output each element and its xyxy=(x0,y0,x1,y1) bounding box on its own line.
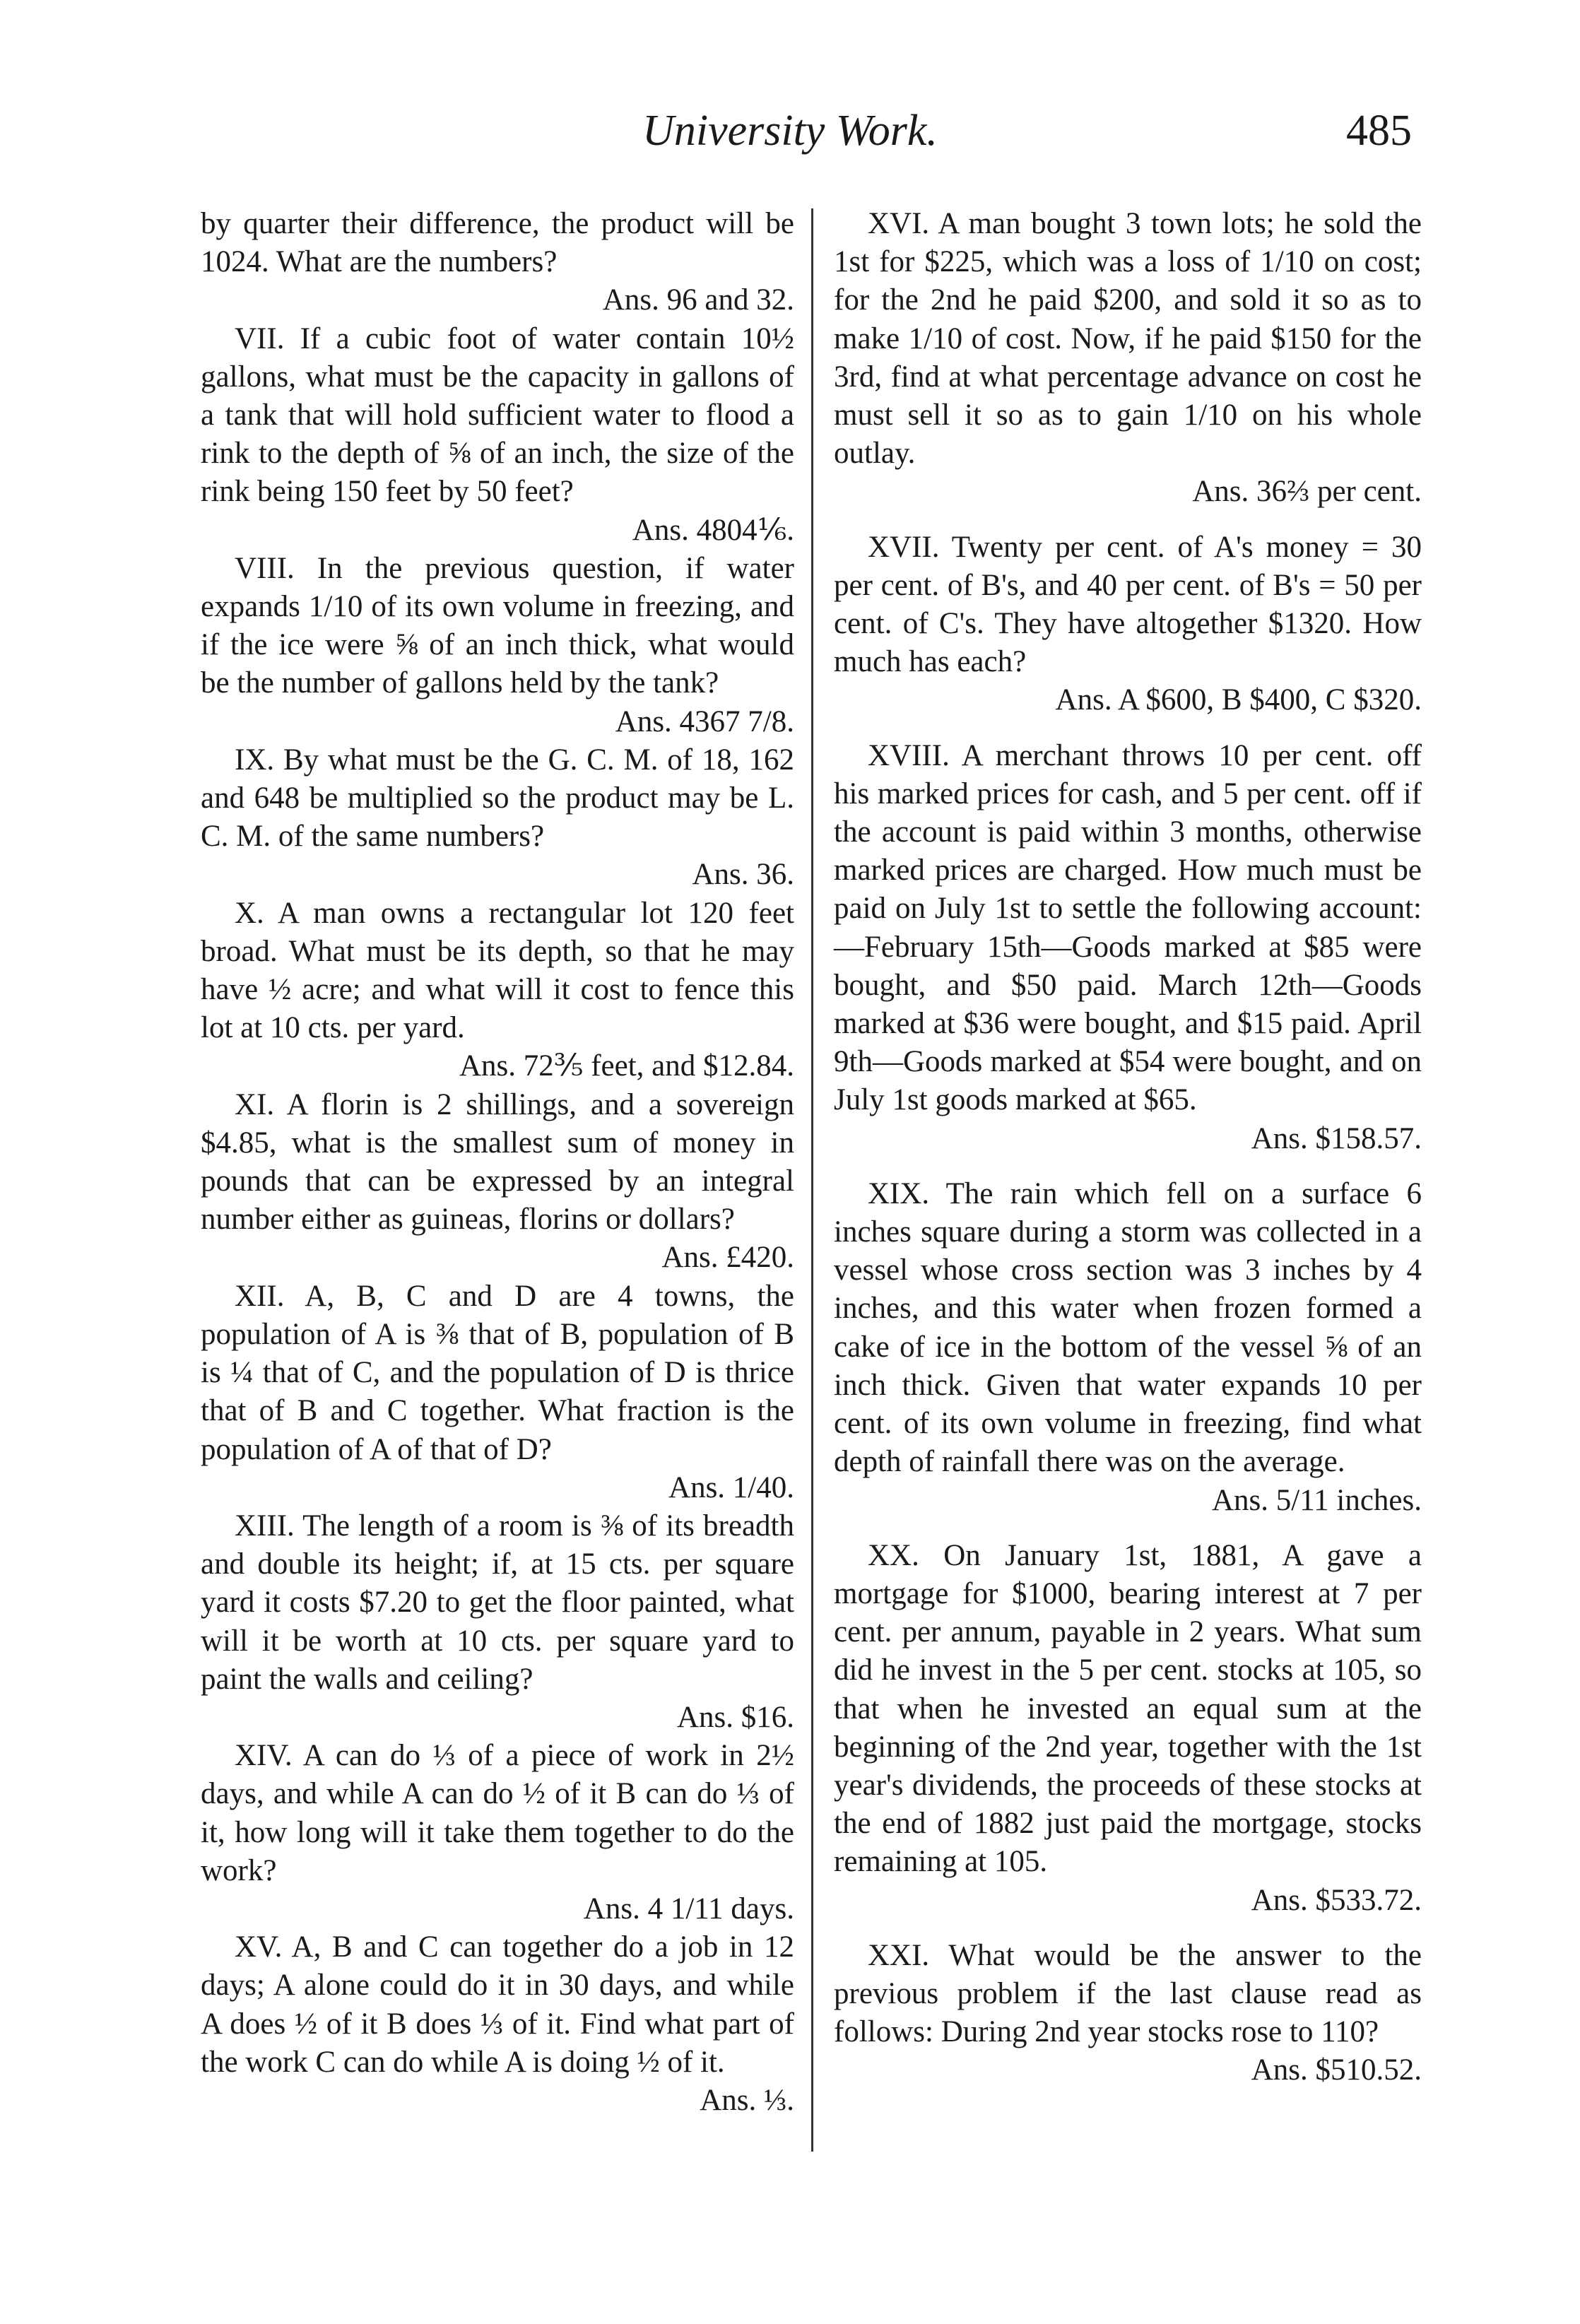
problem-xviii xyxy=(834,737,1422,1158)
page-number: 485 xyxy=(1346,107,1412,155)
problem-text: VII. If a cubic foot of water contain 10½ gallons, what must be the capacity in gallons of a tank that will hold sufficient water to flood a rink to the depth of ⅝ of an inch, the size of the rink being 150 feet by 50 feet? xyxy=(201,322,794,509)
problem-xxi xyxy=(834,1937,1422,2090)
problem-xii xyxy=(201,1278,794,1507)
answer: Ans. $510.52. xyxy=(1251,2053,1422,2087)
answer: Ans. 36⅔ per cent. xyxy=(1192,475,1422,509)
problem-text: XII. A, B, C and D are 4 towns, the population of A is ⅜ that of B, population of B is ¼ that of C, and the population of D is thrice that of B and C together. What fraction is the population of A of that of D? xyxy=(201,1279,794,1466)
problem-text: X. A man owns a rectangular lot 120 feet broad. What must be its depth, so that he may have ½ acre; and what will it cost to fence this lot at 10 cts. per yard. xyxy=(201,896,794,1045)
problem-vii xyxy=(201,320,794,550)
problem-xix xyxy=(834,1175,1422,1520)
answer: Ans. A $600, B $400, C $320. xyxy=(1055,683,1422,717)
problem-xiv xyxy=(201,1737,794,1928)
problem-xvi xyxy=(834,205,1422,512)
answer: Ans. 5/11 inches. xyxy=(1212,1483,1422,1517)
problem-ix xyxy=(201,741,794,895)
problem-xvii xyxy=(834,529,1422,720)
problem-xi xyxy=(201,1086,794,1278)
problem-text: XXI. What would be the answer to the previous problem if the last clause read as follows: During 2nd year stocks rose to 110? xyxy=(834,1938,1422,2049)
answer: Ans. 1/40. xyxy=(668,1470,794,1504)
answer: Ans. 4367 7/8. xyxy=(615,704,794,738)
problem-xiii xyxy=(201,1507,794,1737)
running-head: University Work. xyxy=(642,107,938,155)
problem-text: XIII. The length of a room is ⅜ of its breadth and double its height; if, at 15 cts. per square yard it costs $7.20 to get the floor painted, what will it be worth at 10 cts. per square yard to paint the walls and ceiling? xyxy=(201,1509,794,1696)
answer: Ans. £420. xyxy=(661,1241,794,1275)
problem-text: XX. On January 1st, 1881, A gave a mortgage for $1000, bearing interest at 7 per cent. per annum, payable in 2 years. What sum did he invest in the 5 per cent. stocks at 105, so that when he invested an equal sum at the beginning of the 2nd year, together with the 1st year's dividends, the proceeds of these stocks at the end of 1882 just paid the mortgage, stocks remaining at 105. xyxy=(834,1538,1422,1879)
answer: Ans. 36. xyxy=(692,858,794,892)
answer: Ans. 96 and 32. xyxy=(602,283,794,317)
left-column xyxy=(201,205,794,2120)
problem-x xyxy=(201,895,794,1086)
problem-text: XIX. The rain which fell on a surface 6 inches square during a storm was collected in a vessel whose cross section was 3 inches by 4 inches, and this water when frozen formed a cake of ice in the bottom of the vessel ⅝ of an inch thick. Given that water expands 10 per cent. of its own volume in freezing, find what depth of rainfall there was on the average. xyxy=(834,1176,1422,1479)
answer: Ans. 4 1/11 days. xyxy=(583,1892,794,1925)
answer: Ans. ⅓. xyxy=(700,2083,794,2117)
problem-text: XV. A, B and C can together do a job in 12 days; A alone could do it in 30 days, and while A does ½ of it B does ⅓ of it. Find what part of the work C can do while A is doing ½ of it. xyxy=(201,1930,794,2079)
problem-text: XVI. A man bought 3 town lots; he sold the 1st for $225, which was a loss of 1/10 on cost; for the 2nd he paid $200, and sold it so as to make 1/10 of cost. Now, if he paid $150 for the 3rd, find at what percentage advance on cost he must sell it so as to gain 1/10 on his whole outlay. xyxy=(834,207,1422,471)
problem-text: XVII. Twenty per cent. of A's money = 30 per cent. of B's, and 40 per cent. of B's = 50 per cent. of C's. They have altogether $1320. How much has each? xyxy=(834,530,1422,679)
answer: Ans. 72⅗ feet, and $12.84. xyxy=(459,1049,794,1083)
right-column xyxy=(834,205,1422,2090)
problem-text: XVIII. A merchant throws 10 per cent. off his marked prices for cash, and 5 per cent. off if the account is paid within 3 months, otherwise marked prices are charged. How much must be paid on July 1st to settle the following account:—February 15th—Goods marked at $85 were bought, and $50 paid. March 12th—Goods marked at $36 were bought, and $15 paid. April 9th—Goods marked at $54 were bought, and on July 1st goods marked at $65. xyxy=(834,738,1422,1117)
column-divider xyxy=(811,208,813,2152)
problem-xx xyxy=(834,1537,1422,1920)
problem-text: VIII. In the previous question, if water expands 1/10 of its own volume in freezing, and if the ice were ⅝ of an inch thick, what would be the number of gallons held by the tank? xyxy=(201,551,794,700)
answer: Ans. $533.72. xyxy=(1251,1883,1422,1917)
continued-problem-text: by quarter their difference, the product will be 1024. What are the numbers? xyxy=(201,207,794,279)
problem-text: XIV. A can do ⅓ of a piece of work in 2½ days, and while A can do ½ of it B can do ⅓ of it, how long will it take them together to do the work? xyxy=(201,1739,794,1887)
problem-xv xyxy=(201,1928,794,2120)
problem-text: XI. A florin is 2 shillings, and a sovereign $4.85, what is the smallest sum of money in pounds that can be expressed by an integral number either as guineas, florins or dollars? xyxy=(201,1087,794,1237)
problem-viii xyxy=(201,550,794,741)
answer: Ans. 4804⅙. xyxy=(632,513,794,547)
problem-text: IX. By what must be the G. C. M. of 18, 162 and 648 be multiplied so the product may be L. C. M. of the same numbers? xyxy=(201,743,794,854)
answer: Ans. $158.57. xyxy=(1251,1121,1422,1155)
answer: Ans. $16. xyxy=(676,1700,794,1734)
